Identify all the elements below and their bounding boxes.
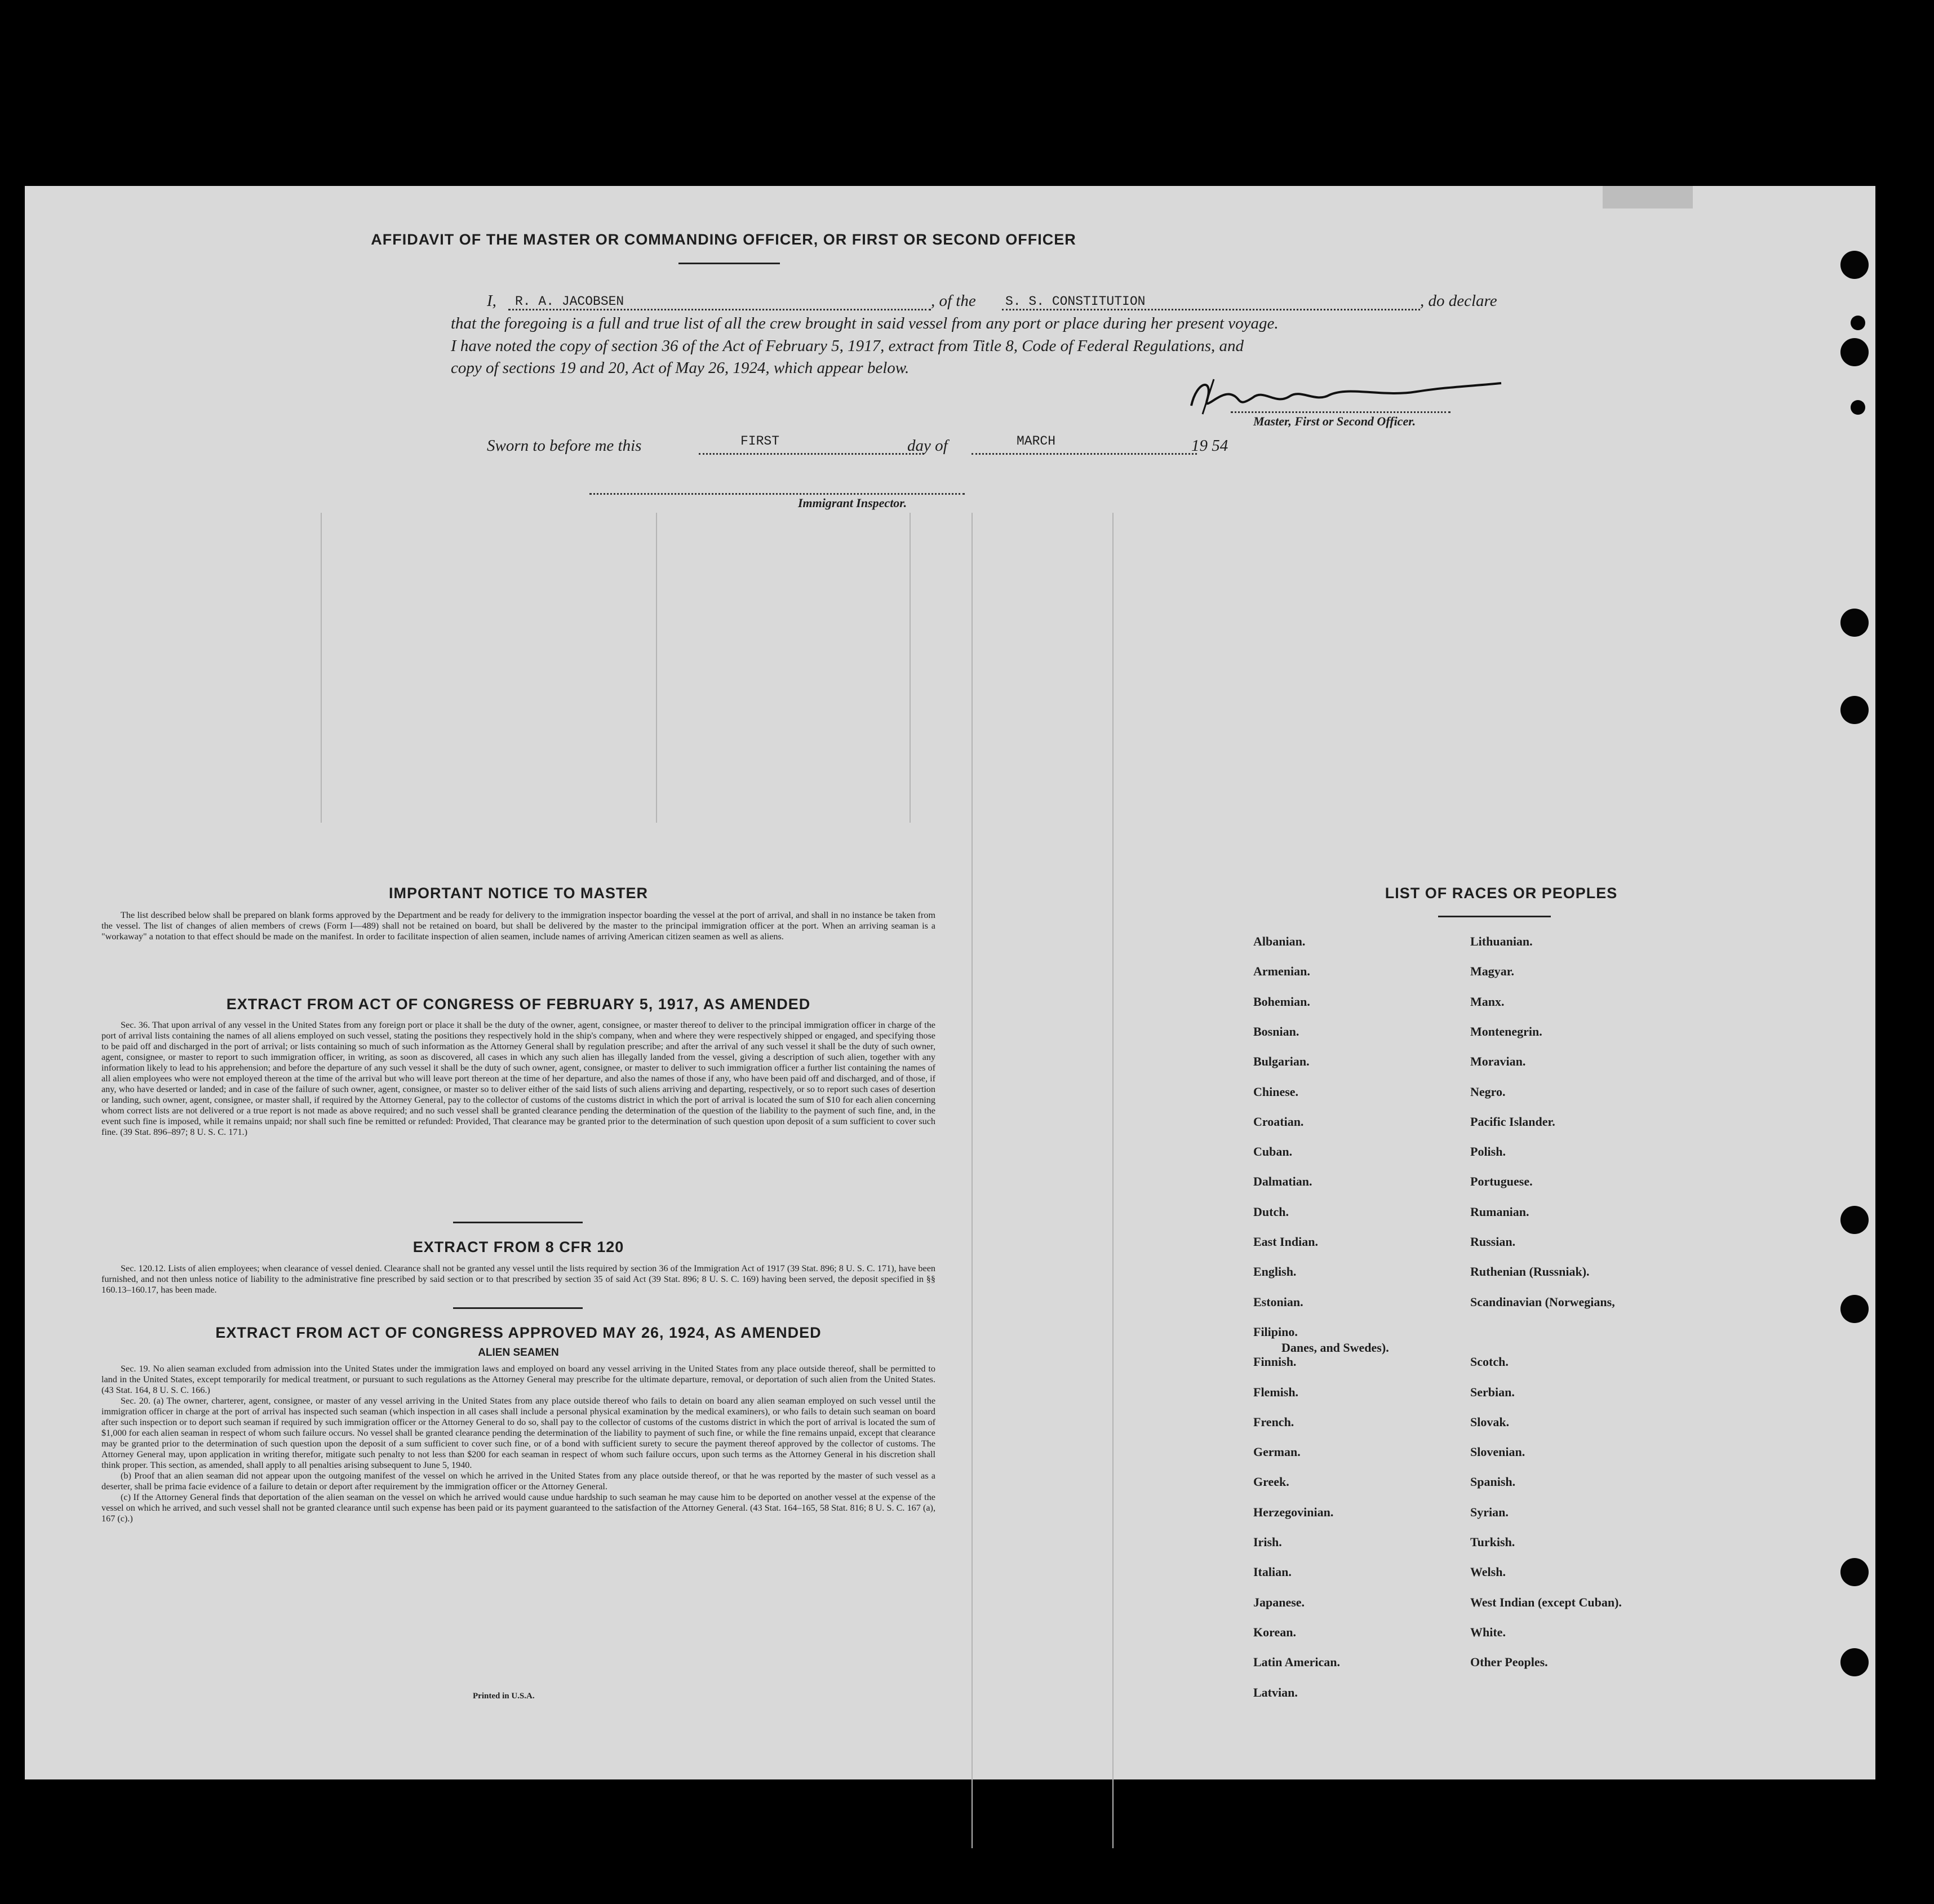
race-item: Ruthenian (Russniak). [1470, 1264, 1590, 1279]
affidavit-line2: that the foregoing is a full and true list of all the crew brought in said vessel from any port or place during her present voyage. [451, 314, 1279, 332]
race-item: Bohemian. [1253, 994, 1310, 1009]
divider-rule [453, 1222, 583, 1223]
race-item: French. [1253, 1414, 1294, 1429]
binder-hole [1840, 338, 1869, 366]
race-item: Negro. [1470, 1084, 1506, 1099]
section-120-12-paragraph: Sec. 120.12. Lists of alien employees; when clearance of vessel denied. Clearance shall not be granted any vessel until the lists required by section 36 of the Immigration Act of 1917 (39 Stat. 896; 8 U. S. C. 171), have been furnished, and not then unless notice of liability to the administrative fine prescribed by said section or to that prescribed by section 35 of said Act (39 Stat. 896; 8 U. S. C. 169) having been served, the deposit specified in §§ 160.13–160.17, has been made. [101, 1263, 935, 1295]
vessel-name: S. S. CONSTITUTION [1005, 294, 1146, 309]
race-item: Bulgarian. [1253, 1054, 1310, 1069]
section-20a-paragraph: Sec. 20. (a) The owner, charterer, agent, consignee, or master of any vessel arriving in the United States from any place outside thereof who fails to detain on board any alien seaman employed on such vessel until the immigration officer in charge at the port of arrival has inspected such seaman (which inspection in all cases shall include a personal physical examination by the medical examiners), or who fails to detain such seaman on board after such inspection or to deport such seaman if required by such immigration officer or the Attorney General to do so, shall pay to the collector of customs of the customs district in which the port of arrival is located the sum of $1,000 for each alien seaman in respect of whom such failure occurs. No vessel shall be granted clearance pending the determination of the liability to payment of such fine, or while the fine remains unpaid, except that clearance may be granted prior to the determination of such question upon the deposit of a sum sufficient to cover such fine, or of a bond with sufficient surety to secure the payment thereof approved by the collector of customs. The Attorney General may, upon application in writing therefor, mitigate such penalty to not less than $200 for each seaman in respect of whom such failure occurs, upon such terms as the Attorney General in his discretion shall think proper. This section, as amended, shall apply to all penalties arising subsequent to June 5, 1940. [101, 1396, 935, 1470]
vessel-blank [1002, 309, 1420, 310]
section-20c-paragraph: (c) If the Attorney General finds that deportation of the alien seaman on the vessel on which he arrived would cause undue hardship to such seaman he may cause him to be deported on another vessel at the expense of the vessel on which he arrived, and such vessel shall not be granted clearance until such expense has been paid or its payment guaranteed to the satisfaction of the Attorney General. (43 Stat. 164–165, 58 Stat. 816; 8 U. S. C. 167 (a), 167 (c).) [101, 1492, 935, 1524]
race-item: Welsh. [1470, 1565, 1506, 1579]
inspector-caption: Immigrant Inspector. [798, 496, 907, 510]
race-item: Latin American. [1253, 1655, 1340, 1670]
alien-seamen-subtitle: ALIEN SEAMEN [478, 1347, 559, 1359]
race-item: Syrian. [1470, 1504, 1509, 1519]
notice-paragraph: The list described below shall be prepared on blank forms approved by the Department and be ready for delivery to the immigration inspector boarding the vessel at the port of arrival, and shall in no instance be taken from the vessel. The list of changes of alien members of crews (Form I—489) shall not be retained on board, but shall be delivered by the master to the principal immigration officer at the port. When an arriving seaman is a "workaway" a notation to that effect should be made on the manifest. In order to facilitate inspection of alien seamen, include names of arriving American citizen seamen as well as aliens. [101, 910, 935, 942]
binder-hole [1840, 609, 1869, 637]
day-blank [699, 453, 924, 455]
sworn-prefix: Sworn to before me this [487, 437, 642, 455]
show-through-line [910, 513, 911, 823]
race-item: White. [1470, 1625, 1506, 1639]
extract-1924-text [101, 1364, 935, 1524]
notice-text [101, 910, 935, 942]
signature-blank [1231, 411, 1450, 413]
race-item: Slovenian. [1470, 1445, 1525, 1459]
affidavit-line1-suffix: , do declare [1420, 292, 1497, 310]
affidavit-line3: I have noted the copy of section 36 of the Act of February 5, 1917, extract from Title 8, Code of Federal Regulations, and [451, 337, 1244, 355]
race-item: Other Peoples. [1470, 1655, 1548, 1670]
race-item: Albanian. [1253, 934, 1306, 948]
race-item: Montenegrin. [1470, 1024, 1542, 1038]
show-through-line [972, 513, 973, 1848]
sworn-year: 19 54 [1191, 437, 1228, 455]
race-item: Korean. [1253, 1625, 1296, 1639]
show-through-line [1112, 513, 1114, 1848]
binder-hole [1840, 696, 1869, 724]
signature-caption: Master, First or Second Officer. [1253, 414, 1416, 428]
races-title: LIST OF RACES OR PEOPLES [1385, 885, 1618, 902]
race-item: West Indian (except Cuban). [1470, 1595, 1622, 1609]
master-name: R. A. JACOBSEN [515, 294, 624, 309]
race-item: Russian. [1470, 1235, 1516, 1249]
race-item: Scandinavian (Norwegians, [1470, 1294, 1615, 1309]
section-20b-paragraph: (b) Proof that an alien seaman did not appear upon the outgoing manifest of the vessel on which he arrived in the United States from any place outside thereof, or that he was reported by the master of such vessel as a deserter, shall be prima facie evidence of a failure to detain or deport after requirement by the immigration officer or the Attorney General. [101, 1471, 935, 1492]
show-through-line [656, 513, 657, 823]
race-item: Armenian. [1253, 964, 1310, 979]
race-item: English. [1253, 1264, 1297, 1279]
binder-hole [1840, 1648, 1869, 1676]
race-item: Spanish. [1470, 1475, 1516, 1489]
name-blank [508, 309, 931, 310]
sworn-month: MARCH [1017, 434, 1056, 449]
affidavit-line1-prefix: I, [487, 292, 496, 310]
race-item: Chinese. [1253, 1084, 1299, 1099]
cfr-title: EXTRACT FROM 8 CFR 120 [412, 1239, 624, 1255]
affidavit-line4: copy of sections 19 and 20, Act of May 26, 1924, which appear below. [451, 359, 910, 377]
affidavit-title: AFFIDAVIT OF THE MASTER OR COMMANDING OFFICER, OR FIRST OR SECOND OFFICER [371, 231, 1076, 248]
binder-hole [1840, 1206, 1869, 1234]
race-item: Latvian. [1253, 1685, 1298, 1699]
show-through-line [321, 513, 322, 823]
race-item: Pacific Islander. [1470, 1114, 1555, 1129]
master-signature [1180, 375, 1507, 420]
race-item: Magyar. [1470, 964, 1515, 979]
binder-hole [1840, 1558, 1869, 1586]
extract-1924-title: EXTRACT FROM ACT OF CONGRESS APPROVED MAY 26, 1924, AS AMENDED [215, 1324, 822, 1341]
race-item: Japanese. [1253, 1595, 1305, 1609]
race-item: Flemish. [1253, 1384, 1299, 1399]
race-item: Finnish. [1253, 1355, 1297, 1369]
scan-corner-tab [1603, 186, 1693, 208]
binder-hole [1840, 251, 1869, 279]
sworn-day: FIRST [740, 434, 780, 449]
section-19-paragraph: Sec. 19. No alien seaman excluded from admission into the United States under the immigration laws and employed on board any vessel arriving in the United States from any place outside thereof, shall be permitted to land in the United States, except temporarily for medical treatment, or pursuant to such regulations as the Attorney General may prescribe for the ultimate departure, removal, or deportation of such alien from the United States. (43 Stat. 164, 8 U. S. C. 166.) [101, 1364, 935, 1395]
cfr-text [101, 1263, 935, 1295]
notice-title: IMPORTANT NOTICE TO MASTER [389, 885, 648, 902]
race-item: Rumanian. [1470, 1204, 1529, 1219]
race-item: East Indian. [1253, 1235, 1318, 1249]
sworn-day-of: day of [907, 437, 948, 455]
race-item: Greek. [1253, 1475, 1289, 1489]
race-item: Danes, and Swedes). [1281, 1340, 1389, 1355]
extract-1917-title: EXTRACT FROM ACT OF CONGRESS OF FEBRUARY 5, 1917, AS AMENDED [226, 996, 811, 1013]
race-item: Lithuanian. [1470, 934, 1533, 948]
race-item: Cuban. [1253, 1144, 1293, 1159]
affidavit-title-rule [678, 263, 780, 264]
race-item: Estonian. [1253, 1294, 1303, 1309]
month-blank [972, 453, 1197, 455]
printed-in-usa: Printed in U.S.A. [473, 1692, 535, 1701]
race-item: Dutch. [1253, 1204, 1289, 1219]
extract-1917-text [101, 1020, 935, 1138]
races-title-rule [1438, 916, 1551, 917]
inspector-blank [589, 493, 965, 495]
race-item: Moravian. [1470, 1054, 1526, 1069]
binder-hole [1840, 1295, 1869, 1323]
section-36-paragraph: Sec. 36. That upon arrival of any vessel in the United States from any foreign port or place it shall be the duty of the owner, agent, consignee, or master thereof to deliver to the principal immigration officer in charge of the port of arrival lists containing the names of all aliens employed on such vessel, stating the positions they respectively hold in the ship's company, when and where they were respectively shipped or engaged, and specifying those to be paid off and discharged in the port of arrival; or lists containing so much of such information as the Attorney General shall by regulation prescribe; and after the arrival of any such vessel it shall be the duty of such owner, agent, consignee, or master to report to such immigration officer, in writing, as soon as discovered, all cases in which any such alien has illegally landed from the vessel, giving a description of such alien, together with any information likely to lead to his apprehension; and before the departure of any such vessel it shall be the duty of such owner, agent, consignee, or master to deliver to such immigration officer a further list containing the names of all alien employees who were not employed thereon at the time of the arrival but who will leave port thereon at the time of her departure, and also the names of those if any, who have been paid off and discharged, and of those, if any, who have deserted or landed; and in case of the failure of such owner, agent, consignee, or master so to deliver either of the said lists of such aliens arriving and departing, respectively, or so to report such cases of desertion or landing, such owner, agent, consignee, or master shall, if required by the Attorney General, pay to the collector of customs of the customs district in which the port of arrival is located the sum of $10 for each alien concerning whom correct lists are not delivered or a true report is not made as above required; and no such vessel shall be granted clearance pending the determination of the question of the liability to the payment of such fine, and, in the event such fine is imposed, while it remains unpaid; nor shall such fine be remitted or refunded: Provided, That clearance may be granted prior to the determination of such question upon deposit of a sum sufficient to cover such fine. (39 Stat. 896–897; 8 U. S. C. 171.) [101, 1020, 935, 1137]
race-item: Italian. [1253, 1565, 1292, 1579]
race-item: Dalmatian. [1253, 1174, 1312, 1189]
race-item: Herzegovinian. [1253, 1504, 1334, 1519]
race-item: Serbian. [1470, 1384, 1515, 1399]
race-item: German. [1253, 1445, 1301, 1459]
binder-hole [1851, 316, 1865, 330]
race-item: Slovak. [1470, 1414, 1510, 1429]
race-item: Portuguese. [1470, 1174, 1533, 1189]
divider-rule [453, 1307, 583, 1309]
race-item: Turkish. [1470, 1535, 1515, 1549]
race-item: Scotch. [1470, 1355, 1509, 1369]
race-item: Irish. [1253, 1535, 1282, 1549]
race-item: Polish. [1470, 1144, 1506, 1159]
affidavit-line1-mid: , of the [931, 292, 976, 310]
race-item: Croatian. [1253, 1114, 1304, 1129]
race-item: Manx. [1470, 994, 1505, 1009]
document-page [25, 186, 1875, 1779]
race-item: Bosnian. [1253, 1024, 1299, 1038]
binder-hole [1851, 400, 1865, 415]
race-item: Filipino. [1253, 1324, 1298, 1339]
